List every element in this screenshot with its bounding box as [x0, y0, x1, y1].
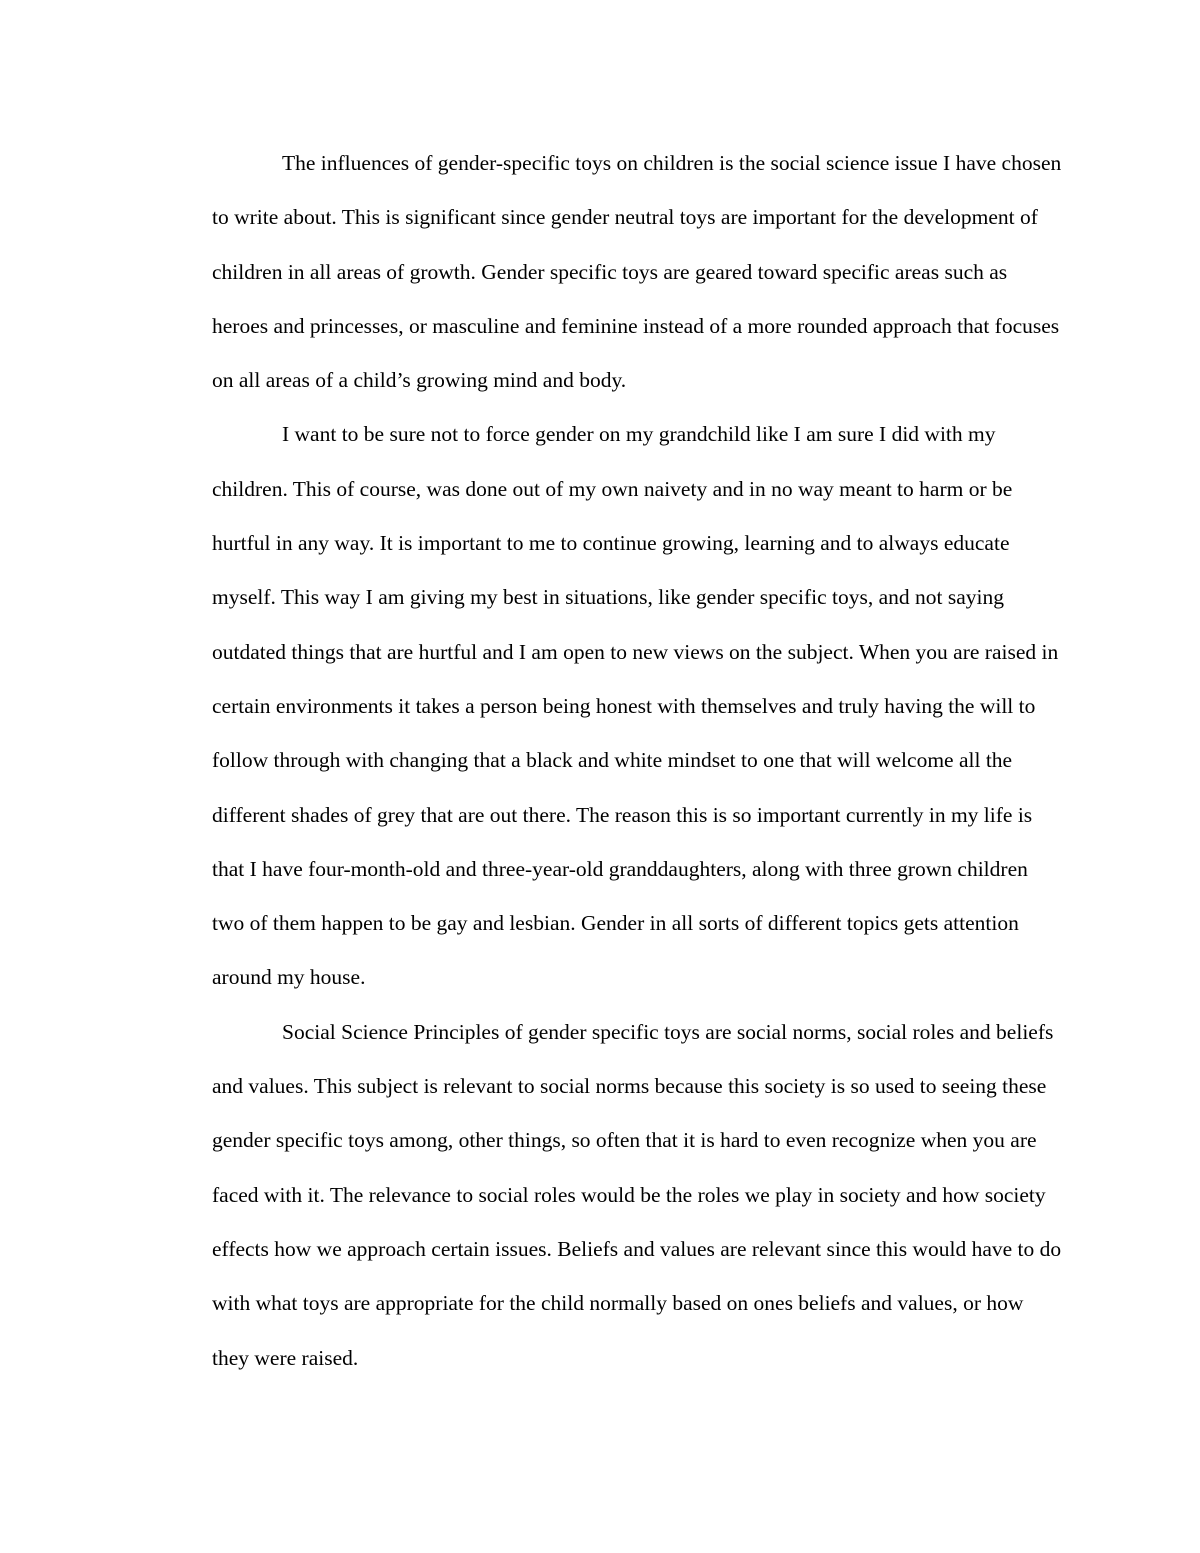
- paragraph-1: The influences of gender-specific toys on children is the social science issue I have chosen to write about. This is significant since gender neutral toys are important for the development of children in all areas of growth. Gender specific toys are geared toward specific areas such as heroes and princesses, or masculine and feminine instead of a more rounded approach that focuses on all areas of a child’s growing mind and body.: [212, 151, 1062, 393]
- document-body: [212, 136, 1064, 1385]
- paragraph-2: I want to be sure not to force gender on my grandchild like I am sure I did with my children. This of course, was done out of my own naivety and in no way meant to harm or be hurtful in any way. It is important to me to continue growing, learning and to always educate myself. This way I am giving my best in situations, like gender specific toys, and not saying outdated things that are hurtful and I am open to new views on the subject. When you are raised in certain environments it takes a person being honest with themselves and truly having the will to follow through with changing that a black and white mindset to one that will welcome all the different shades of grey that are out there. The reason this is so important currently in my life is that I have four-month-old and three-year-old granddaughters, along with three grown children two of them happen to be gay and lesbian. Gender in all sorts of different topics gets attention around my house.: [212, 422, 1059, 990]
- paragraph-3: Social Science Principles of gender specific toys are social norms, social roles and beliefs and values. This subject is relevant to social norms because this society is so used to seeing these gender specific toys among, other things, so often that it is hard to even recognize when you are faced with it. The relevance to social roles would be the roles we play in society and how society effects how we approach certain issues. Beliefs and values are relevant since this would have to do with what toys are appropriate for the child normally based on ones beliefs and values, or how they were raised.: [212, 1019, 1062, 1370]
